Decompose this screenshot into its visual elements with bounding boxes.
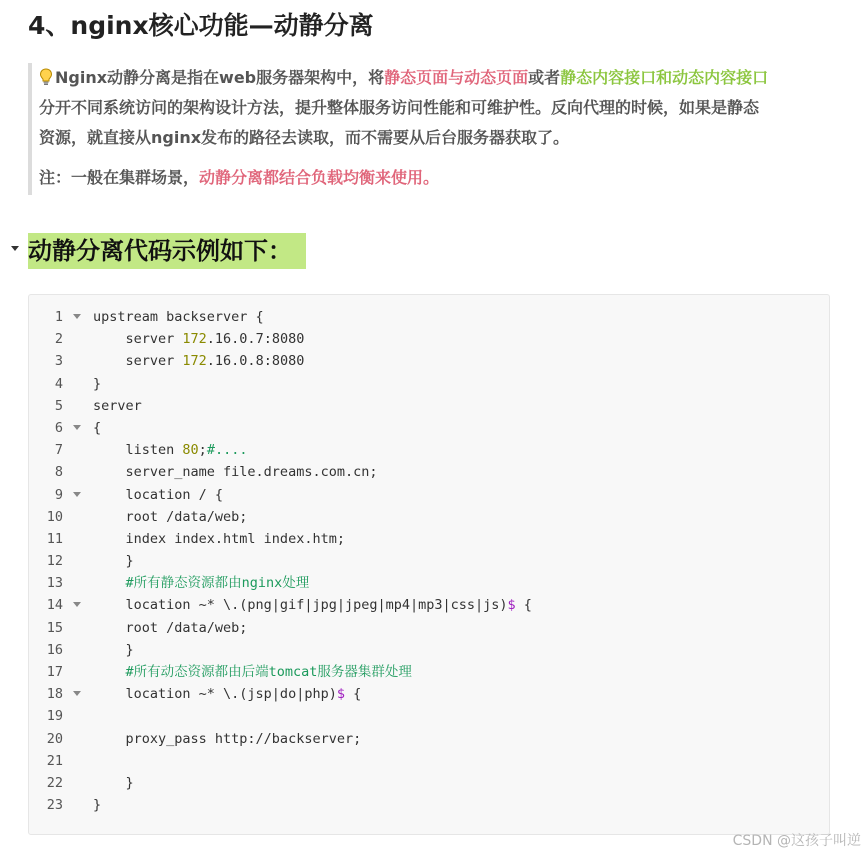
code-text: server_name file.dreams.com.cn;	[93, 464, 378, 481]
line-number: 17	[46, 664, 63, 680]
code-line	[29, 373, 829, 395]
watermark: CSDN @这孩子叫逆	[732, 833, 861, 849]
line-number: 1	[54, 309, 63, 325]
line-number: 12	[46, 553, 63, 570]
note-highlight: 动静分离都结合负载均衡来使用。	[199, 168, 440, 187]
code-line	[29, 350, 829, 372]
code-line	[29, 750, 829, 772]
line-number: 6	[54, 419, 63, 436]
code-text: {	[93, 419, 102, 436]
fold-arrow-icon[interactable]	[73, 691, 81, 696]
code-line	[29, 550, 829, 572]
fold-arrow-icon[interactable]	[73, 314, 81, 319]
page-heading: 4、nginx核心功能—动静分离	[28, 11, 374, 40]
highlight-green: 静态内容接口和动态内容接口	[560, 68, 769, 87]
code-line	[29, 772, 829, 794]
code-line	[29, 794, 829, 816]
code-text: #所有动态资源都由后端tomcat服务器集群处理	[125, 664, 412, 680]
line-number: 4	[54, 375, 63, 392]
code-line	[29, 661, 829, 683]
line-number: 8	[54, 464, 63, 481]
code-line	[29, 705, 829, 727]
line-number: 14	[46, 597, 63, 614]
code-line	[29, 594, 829, 616]
line-number: 9	[54, 486, 63, 503]
blockquote	[28, 63, 834, 195]
code-line	[29, 328, 829, 350]
note-prefix: 注：一般在集群场景，	[39, 168, 200, 187]
fold-arrow-icon[interactable]	[73, 602, 81, 607]
code-text: proxy_pass http://backserver;	[93, 730, 362, 747]
code-line	[29, 417, 829, 439]
quote-text: Nginx动静分离是指在web服务器架构中，将	[55, 68, 385, 87]
code-block	[28, 294, 830, 835]
line-number: 19	[46, 708, 63, 725]
code-line	[29, 439, 829, 461]
code-text: location ~* \.(jsp|do|php)$ {	[93, 686, 362, 703]
line-number: 21	[46, 752, 63, 769]
code-text: location ~* \.(png|gif|jpg|jpeg|mp4|mp3|css|js)$ {	[93, 597, 532, 614]
line-number: 16	[46, 641, 63, 658]
line-number: 15	[46, 619, 63, 636]
code-line	[29, 484, 829, 506]
code-text: location / {	[93, 486, 224, 503]
code-line	[29, 461, 829, 483]
code-text: upstream backserver {	[93, 309, 264, 325]
collapse-caret-icon[interactable]	[11, 246, 19, 251]
code-line	[29, 528, 829, 550]
line-number: 10	[46, 508, 63, 525]
quote-line-3: 资源，就直接从nginx发布的路径去读取，而不需要从后台服务器获取了。	[39, 128, 570, 147]
line-number: 20	[46, 730, 63, 747]
section-heading: 动静分离代码示例如下：	[28, 233, 306, 269]
line-number: 13	[46, 575, 63, 592]
code-text: }	[93, 774, 134, 791]
code-line	[29, 572, 829, 594]
fold-arrow-icon[interactable]	[73, 492, 81, 497]
quote-text: 或者	[528, 68, 561, 87]
line-number: 3	[54, 353, 63, 370]
code-text: index index.html index.htm;	[93, 530, 345, 547]
highlight-pink: 静态页面与动态页面	[384, 68, 529, 87]
quote-note	[39, 163, 834, 193]
line-number: 23	[46, 797, 63, 814]
line-number: 2	[54, 331, 63, 348]
line-number: 5	[54, 397, 63, 414]
code-text: root /data/web;	[93, 508, 248, 525]
code-text: }	[93, 375, 102, 392]
quote-line-2: 分开不同系统访问的架构设计方法，提升整体服务访问性能和可维护性。反向代理的时候，如果是静态	[39, 98, 760, 117]
quote-line-1	[39, 63, 834, 93]
line-number: 22	[46, 774, 63, 791]
line-number: 7	[54, 442, 63, 459]
code-text: server 172.16.0.7:8080	[93, 331, 305, 348]
code-line	[29, 728, 829, 750]
code-text: server 172.16.0.8:8080	[93, 353, 305, 370]
lightbulb-icon	[39, 68, 53, 86]
code-line	[29, 617, 829, 639]
code-line	[29, 639, 829, 661]
code-line	[29, 506, 829, 528]
code-text: }	[93, 641, 134, 658]
code-line	[29, 395, 829, 417]
line-number: 18	[46, 686, 63, 703]
code-text: server	[93, 397, 142, 414]
code-text: listen 80;#....	[93, 442, 248, 459]
fold-arrow-icon[interactable]	[73, 425, 81, 430]
code-text: root /data/web;	[93, 619, 248, 636]
code-text: #所有静态资源都由nginx处理	[125, 575, 310, 592]
code-line	[29, 306, 829, 328]
code-text: }	[93, 553, 134, 570]
code-text: }	[93, 797, 102, 814]
line-number: 11	[46, 530, 63, 547]
code-line	[29, 683, 829, 705]
